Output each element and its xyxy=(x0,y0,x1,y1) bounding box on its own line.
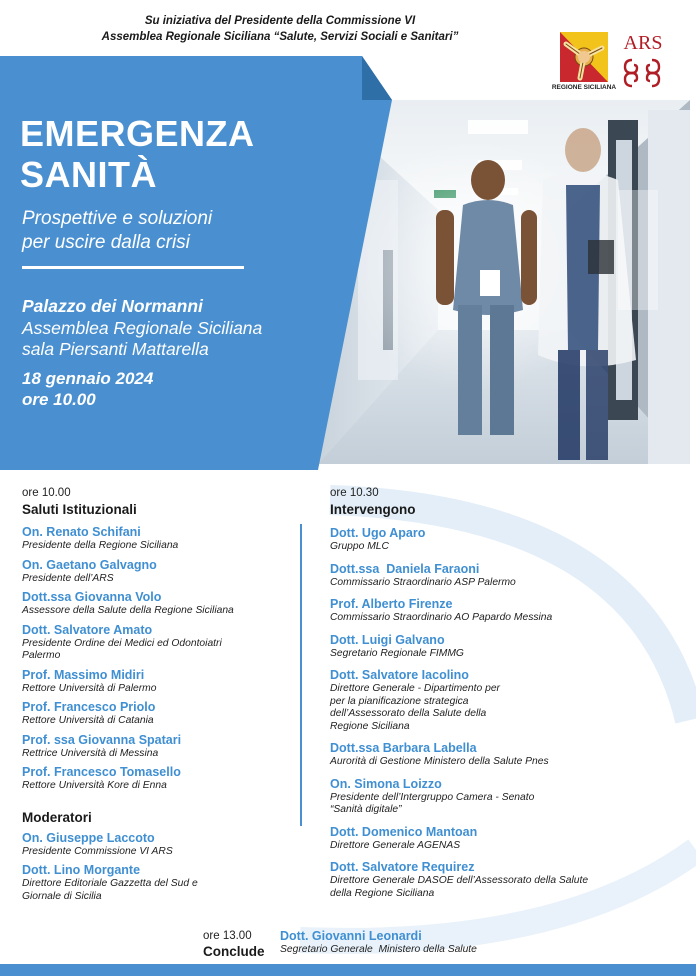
speaker-entry xyxy=(22,668,302,696)
event-title-line2: SANITÀ xyxy=(20,154,157,195)
speaker-role: Palermo xyxy=(22,650,61,661)
speaker-role: Rettore Università di Palermo xyxy=(22,682,157,694)
speaker-entry xyxy=(330,860,670,900)
speaker-role: Commissario Straordinario AO Papardo Messina xyxy=(330,612,553,623)
speaker-entry xyxy=(22,700,302,728)
speaker-role: “Sanità digitale” xyxy=(330,804,402,815)
venue-room: sala Piersanti Mattarella xyxy=(22,339,209,359)
speaker-name: Dott.ssa Barbara Labella xyxy=(330,741,477,755)
session-time: ore 10.00 xyxy=(22,487,71,499)
speaker-role: Rettrice Università di Messina xyxy=(22,747,159,759)
speaker-entry xyxy=(22,623,302,663)
moderator-role: Presidente Commissione VI ARS xyxy=(22,845,173,857)
speaker-role: Presidente della Regione Siciliana xyxy=(22,540,179,551)
speaker-name: Prof. Francesco Tomasello xyxy=(22,765,181,779)
event-subtitle-line1: Prospettive e soluzioni xyxy=(22,208,213,229)
speaker-role: Direttore Generale - Dipartimento per xyxy=(330,683,500,694)
speaker-role: Direttore Generale DASOE dell’Assessorato della Salute xyxy=(330,875,589,886)
venue-assembly: Assemblea Regionale Siciliana xyxy=(22,318,263,338)
moderator-entry xyxy=(22,831,302,859)
speaker-name: Prof. Francesco Priolo xyxy=(22,700,156,714)
speaker-role: Direttore Generale AGENAS xyxy=(330,839,461,851)
speaker-name: Dott. Ugo Aparo xyxy=(330,526,426,540)
speaker-name: Prof. ssa Giovanna Spatari xyxy=(22,732,182,747)
speaker-name: Dott. Salvatore Requirez xyxy=(330,860,475,874)
speaker-role: Presidente dell’ARS xyxy=(22,572,114,584)
speaker-role: Gruppo MLC xyxy=(330,541,389,552)
speaker-entry xyxy=(330,668,670,733)
speaker-role: Rettore Università di Catania xyxy=(22,715,154,726)
speaker-entry xyxy=(22,525,302,553)
moderator-entry xyxy=(22,863,302,903)
event-time: ore 10.00 xyxy=(22,390,96,409)
event-date: 18 gennaio 2024 xyxy=(22,369,154,388)
conclude-speaker-name: Dott. Giovanni Leonardi xyxy=(280,929,422,943)
speaker-entry xyxy=(330,777,670,817)
speaker-entry xyxy=(330,825,670,853)
speaker-role: Presidente dell’Intergruppo Camera - Senato xyxy=(330,791,535,803)
moderator-name: Dott. Lino Morgante xyxy=(22,863,141,877)
speaker-entry xyxy=(330,526,670,554)
speaker-role: per la pianificazione strategica xyxy=(330,695,469,707)
venue-palace: Palazzo dei Normanni xyxy=(22,296,203,316)
speaker-name: On. Simona Loizzo xyxy=(330,776,442,791)
speaker-entry xyxy=(330,633,670,661)
conclude-label: Conclude xyxy=(203,944,265,959)
speaker-role: della Regione Siciliana xyxy=(330,887,435,899)
speaker-role: Aurorità di Gestione Ministero della Salute Pnes xyxy=(330,756,549,767)
speaker-name: Dott. Salvatore Amato xyxy=(22,622,153,637)
hero-divider-rule xyxy=(22,266,244,269)
section-title-saluti: Saluti Istituzionali xyxy=(22,502,137,517)
regione-siciliana-label: REGIONE SICILIANA xyxy=(551,84,617,91)
speaker-name: On. Gaetano Galvagno xyxy=(22,557,157,572)
speaker-role: Presidente Ordine dei Medici ed Odontoiatri xyxy=(22,637,222,649)
speaker-name: Prof. Massimo Midiri xyxy=(22,667,145,682)
speaker-role: Regione Siciliana xyxy=(330,720,410,732)
speaker-entry xyxy=(330,741,670,769)
speaker-role: dell’Assessorato della Salute della xyxy=(330,708,487,719)
section-title-moderatori: Moderatori xyxy=(22,809,92,825)
session-time: ore 10.30 xyxy=(330,487,379,499)
event-subtitle-line2: per uscire dalla crisi xyxy=(22,232,190,253)
ars-logo-text: ARS xyxy=(623,32,663,54)
ars-emblem-icon xyxy=(622,56,662,90)
event-title-line1: EMERGENZA xyxy=(20,113,255,154)
header-assembly-line: Assemblea Regionale Siciliana “Salute, Servizi Sociali e Sanitari” xyxy=(101,31,459,43)
trinacria-logo-icon xyxy=(556,30,612,92)
speaker-name: Dott. Domenico Mantoan xyxy=(330,824,478,839)
speaker-entry xyxy=(22,558,302,586)
speaker-entry xyxy=(22,733,302,761)
speaker-entry xyxy=(330,562,670,590)
speaker-entry xyxy=(22,765,302,793)
program-right-column xyxy=(330,486,670,900)
speaker-entry xyxy=(22,590,302,618)
speaker-role: Assessore della Salute della Regione Siciliana xyxy=(22,605,234,616)
conclude-time: ore 13.00 xyxy=(203,930,252,942)
speaker-role: Rettore Università Kore di Enna xyxy=(22,780,167,791)
speaker-name: Dott. Luigi Galvano xyxy=(330,632,445,647)
section-title-intervengono: Intervengono xyxy=(330,502,416,517)
speaker-name: Dott.ssa Daniela Faraoni xyxy=(330,561,480,576)
conclude-speaker-entry xyxy=(280,929,477,957)
speaker-role: Segretario Regionale FIMMG xyxy=(330,647,464,659)
program-left-column xyxy=(22,486,302,903)
speaker-name: On. Renato Schifani xyxy=(22,525,141,539)
conclude-block xyxy=(203,929,265,960)
header-initiative-line: Su iniziativa del Presidente della Commissione VI xyxy=(144,15,416,27)
moderator-role: Direttore Editoriale Gazzetta del Sud e xyxy=(22,878,198,889)
footer-blue-bar xyxy=(0,964,696,976)
speaker-name: Prof. Alberto Firenze xyxy=(330,597,453,611)
speaker-role: Commissario Straordinario ASP Palermo xyxy=(330,576,516,588)
speaker-name: Dott.ssa Giovanna Volo xyxy=(22,590,162,604)
speaker-name: Dott. Salvatore Iacolino xyxy=(330,668,469,682)
moderator-name: On. Giuseppe Laccoto xyxy=(22,830,155,845)
speaker-entry xyxy=(330,597,670,625)
moderator-role: Giornale di Sicilia xyxy=(22,890,102,902)
conclude-speaker-role: Segretario Generale Ministero della Salute xyxy=(280,944,477,955)
